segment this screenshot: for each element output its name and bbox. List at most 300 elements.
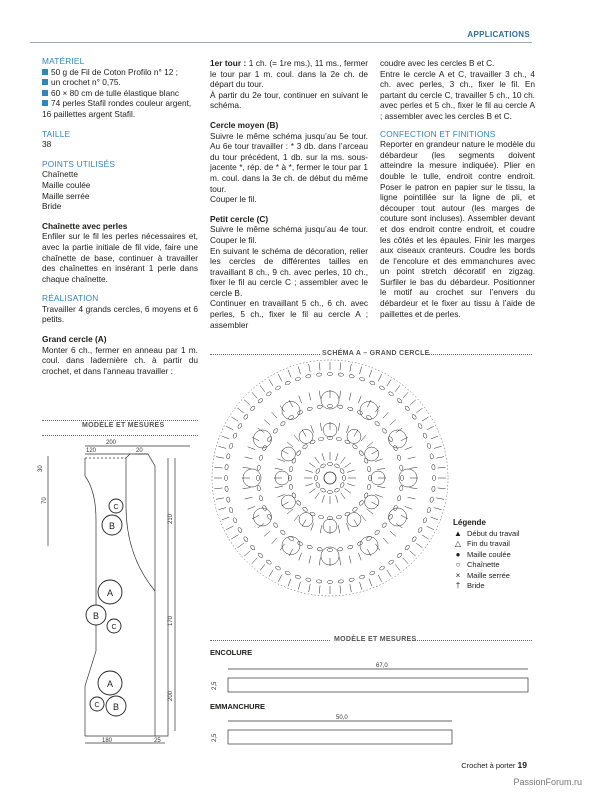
schema-stitch [309, 364, 310, 372]
schema-stitch [218, 508, 226, 510]
schema-stitch [307, 407, 313, 412]
bottom-diagram-title: MODÈLE ET MESURES [334, 636, 417, 643]
schema-stitch [222, 517, 229, 520]
schema-stitch [340, 362, 341, 370]
schema-stitch [248, 447, 255, 450]
schema-stitch [250, 545, 256, 551]
schema-stitch [229, 443, 234, 449]
schema-stitch [319, 391, 320, 399]
schema-stitch [216, 498, 224, 499]
diagram-left-top-line [42, 420, 198, 421]
page-number: 19 [517, 760, 527, 770]
schema-stitch [316, 373, 322, 377]
petit-heading: Petit cercle (C) [210, 213, 269, 224]
dim-label: 30 [38, 465, 44, 472]
schema-stitch [294, 515, 299, 521]
schema-stitch [319, 586, 320, 594]
circle-label: A [106, 679, 114, 689]
column-3 [380, 58, 535, 319]
schema-stitch [361, 515, 366, 521]
circle-label: B [92, 611, 100, 621]
schema-stitch [232, 517, 237, 523]
schema-stitch [281, 447, 295, 461]
chainette-heading: Chaînette avec perles [42, 220, 128, 231]
col3-text-2: Entre le cercle A et C, travailler 3 ch., 4 ch. avec perles, 3 ch., fixer le fil. En partant du cercle C, travailler 5 ch., 10 ch. avec perles et 5 ch., fixer le fil au cercle A ; assembler avec les cercles B et C. [380, 68, 535, 121]
watermark: PassionForum.ru [513, 777, 582, 787]
schema-stitch [275, 486, 283, 487]
schema-stitch [296, 450, 302, 456]
schema-stitch [387, 570, 391, 577]
schema-stitch [436, 498, 444, 499]
schema-stitch [320, 423, 321, 431]
schema-stitch [336, 495, 338, 503]
schema-stitch [367, 442, 373, 447]
schema-stitch [334, 463, 340, 468]
grand-cercle-heading: Grand cercle (A) [42, 334, 107, 345]
legend-item: ○ Chaînette [453, 560, 520, 571]
magazine-name: Crochet à porter [461, 761, 516, 770]
schema-stitch [222, 436, 229, 439]
schema-stitch [252, 515, 259, 519]
schema-stitch [264, 420, 270, 425]
schema-stitch [341, 493, 346, 499]
schema-stitch [347, 429, 361, 443]
schema-stitch [214, 467, 222, 468]
schema-stitch [367, 549, 371, 556]
moyen-text: Suivre le même schéma jusqu’au 5e tour. Au 6e tour travailler : * 3 db. dans l’arceau du tour précédent, 1 db. sur la ms. sous-jacente *, rép. de * à *, fermer le tour par 1 m. coul. dans la 3e ch. de début du même tour. [210, 130, 368, 194]
confection-text: Reporter en grandeur nature le modèle du débardeur (les segments doivent atteindre la mesure indiquée). Plier en double le tulle, endroit contre endroit. Poser le patron en papier sur le tissu, la ligne pointillée sur la ligne de pli, et découper tout autour (les marges de couture sont incluses). Assembler devant et dos endroit contre endroit, et coudre les côtés et les épaules. Finir les marges aux ciseaux cranteurs. Coudre les bords de l’encolure et des emmanchures avec un point stretch décoratif en zigzag. Surfiler le bas du débardeur. Positionner le motif au crochet sur l’envers du débardeur et le fixer au tissu à l’aide de paillettes et de perles. [380, 139, 535, 319]
schema-stitch [289, 549, 293, 556]
schema-stitch [318, 515, 324, 519]
point-item: Bride [42, 201, 62, 212]
schema-stitch [252, 392, 257, 398]
schema-stitch [269, 570, 273, 577]
slip-stitch-icon: ● [455, 549, 461, 559]
circle-label: C [111, 624, 117, 631]
schema-stitch [226, 497, 230, 503]
schema-title: SCHÉMA A – GRAND CERCLE [322, 350, 430, 357]
bullet-square-icon [42, 100, 48, 106]
schema-stitch [315, 468, 320, 474]
schema-stitch [327, 580, 332, 583]
schema-stitch [224, 475, 227, 480]
schema-stitch [226, 526, 233, 530]
schema-stitch [315, 493, 320, 499]
schema-stitch [397, 495, 402, 501]
schema-stitch [327, 404, 332, 407]
point-item: Chaînette [42, 169, 78, 180]
schema-stitch [289, 484, 293, 490]
schema-stitch [358, 450, 364, 456]
legend-item: × Maille serrée [453, 571, 520, 582]
schema-stitch [257, 552, 263, 558]
pattern-diagram [30, 436, 200, 756]
schema-stitch [257, 485, 261, 491]
schema-stitch [273, 428, 279, 434]
schema-stitch [327, 548, 332, 551]
schema-stitch [214, 488, 222, 489]
dim-label: 25 [154, 738, 161, 744]
circle-label: C [113, 504, 119, 511]
schema-stitch [341, 457, 346, 463]
schema-stitch [225, 486, 229, 492]
schema-stitch [306, 374, 312, 378]
schema-stitch [336, 437, 342, 441]
schema-stitch [231, 535, 238, 539]
bullet-square-icon [42, 90, 48, 96]
page-footer [461, 760, 527, 770]
schema-stitch [374, 530, 380, 536]
schema-stitch [305, 470, 313, 472]
schema-stitch [287, 442, 293, 447]
schema-stitch [399, 485, 403, 491]
schema-stitch [275, 385, 281, 390]
moyen-heading: Cercle moyen (B) [210, 119, 279, 130]
schema-stitch [397, 398, 403, 404]
schema-stitch [427, 426, 434, 430]
schema-stitch [266, 559, 272, 565]
grand-cercle-text: Monter 6 ch., fermer en anneau par 1 m. coul. dans ladernière ch. à partir du crochet, et dans l’anneau travailler : [42, 344, 198, 376]
circle-label: A [106, 588, 114, 598]
schema-stitch [273, 522, 279, 528]
tour-text: 1er tour : 1 ch. (= 1re ms.), 11 ms., fermer le tour par 1 m. coul. dans la 2e ch. de départ du tour. [210, 58, 368, 90]
legend-item: † Bride [453, 581, 520, 592]
schema-stitch [302, 506, 308, 512]
schema-stitch [349, 578, 355, 582]
circle-label: C [94, 702, 100, 709]
schema-stitch [225, 464, 229, 470]
schema-stitch [243, 488, 251, 489]
schema-stitch [410, 400, 416, 405]
schema-stitch [431, 436, 438, 439]
schema-stitch [287, 509, 293, 514]
schema-stitch [256, 475, 259, 480]
point-item: Maille coulée [42, 179, 91, 190]
dim-label: 120 [86, 448, 97, 454]
moyen-text-2: Couper le fil. [210, 194, 257, 205]
emmanchure-label: EMMANCHURE [210, 702, 265, 711]
schema-stitch [349, 374, 355, 378]
legend-title: Légende [453, 518, 486, 527]
schema-stitch [260, 385, 265, 391]
schema-stitch [374, 421, 380, 427]
schema-stitch [340, 557, 341, 565]
schema-stitch [390, 531, 396, 536]
schema-stitch [337, 547, 343, 551]
schema-stitch [288, 370, 291, 377]
schema-stitch [436, 457, 444, 458]
confection-heading: CONFECTION ET FINITIONS [380, 128, 496, 139]
schema-stitch [367, 466, 371, 472]
schema-stitch [245, 497, 253, 499]
schema-stitch [309, 489, 315, 494]
schema-stitch [252, 558, 257, 564]
schema-stitch [295, 377, 301, 382]
schema-stitch [275, 565, 281, 570]
column-1 [42, 56, 198, 376]
schema-stitch [226, 426, 233, 430]
schema-stitch [369, 570, 375, 575]
schema-stitch [320, 463, 326, 468]
dim-label: 200 [106, 440, 117, 446]
dim-label: 70 [42, 497, 48, 504]
schema-stitch [408, 497, 416, 499]
schema-stitch [237, 527, 242, 533]
schema-stitch [405, 447, 412, 450]
schema-stitch [280, 421, 286, 427]
schema-stitch [438, 467, 446, 468]
schema-stitch [259, 455, 264, 461]
schema-stitch [430, 497, 434, 503]
schema-stitch [216, 457, 224, 458]
schema-stitch [427, 507, 432, 513]
schema-stitch [307, 545, 313, 550]
schema-stitch [305, 484, 313, 486]
schema-stitch [229, 507, 234, 513]
schema-stitch [369, 380, 375, 385]
tour-text-2: À partir du 2e tour, continuer en suivant le schéma. [210, 89, 368, 111]
schema-stitch [397, 455, 402, 461]
schema-stitch [257, 465, 261, 471]
taille-heading: TAILLE [42, 128, 71, 139]
schema-stitch [259, 495, 264, 501]
schema-stitch [269, 379, 273, 386]
crochet-schema-diagram [210, 358, 450, 598]
schema-stitch [432, 486, 436, 492]
strip-width: 2,5 [212, 733, 218, 742]
schema-stitch [434, 446, 442, 448]
schema-stitch [416, 543, 422, 548]
schema-stitch [430, 454, 434, 460]
schema-stitch [309, 393, 311, 401]
point-item: Maille serrée [42, 190, 90, 201]
schema-stitch [338, 423, 339, 431]
schema-stitch [358, 396, 361, 403]
start-arrow-icon: ▲ [454, 528, 462, 538]
schema-stitch [379, 565, 385, 570]
schema-stitch [409, 488, 417, 489]
schema-stitch [350, 584, 351, 592]
schema-stitch [358, 500, 364, 506]
schema-stitch [395, 564, 400, 570]
schema-stitch [289, 466, 293, 472]
end-arrow-icon: △ [454, 539, 462, 548]
schema-stitch [347, 545, 353, 550]
schema-stitch [316, 580, 322, 584]
legend-item: △ Fin du travail [454, 539, 510, 548]
circle-label: B [112, 702, 120, 712]
schema-stitch [322, 453, 324, 461]
encolure-label: ENCOLURE [210, 648, 253, 657]
legend-item: ● Maille coulée [453, 550, 520, 561]
schema-stitch [382, 522, 388, 528]
schema-stitch [347, 470, 355, 472]
schema-stitch [278, 374, 282, 381]
schema-stitch [367, 400, 371, 407]
schema-stitch [340, 391, 341, 399]
schema-stitch [378, 575, 382, 582]
schema-stitch [432, 475, 435, 480]
materiel-heading: MATÉRIEL [42, 56, 85, 66]
schema-stitch [388, 391, 394, 397]
schema-stitch [404, 405, 410, 411]
schema-stitch [404, 545, 410, 551]
petit-text: Suivre le même schéma jusqu’au 4e tour. Couper le fil. [210, 224, 368, 245]
schema-stitch [264, 531, 270, 536]
schema-stitch [237, 423, 242, 429]
materiel-item: 60 × 80 cm de tulle élastique blanc [42, 88, 198, 99]
schema-stitch [405, 506, 412, 509]
schema-stitch [367, 484, 371, 490]
schema-stitch [438, 488, 446, 489]
schema-stitch [352, 506, 358, 512]
dim-label: 20 [136, 448, 143, 454]
schema-stitch [338, 373, 344, 377]
schema-stitch [401, 437, 408, 441]
schema-stitch [317, 405, 323, 409]
schema-stitch [369, 579, 372, 586]
schema-stitch [367, 509, 373, 514]
schema-stitch [322, 495, 324, 503]
schema-stitch [298, 366, 300, 374]
petit-text-3: Continuer en travaillant 5 ch., 6 ch. avec perles, 5 ch., fixer le fil au cercle A ; assembler [210, 298, 368, 330]
chain-icon: ○ [455, 560, 461, 569]
schema-stitch [383, 412, 388, 418]
schema-stitch [431, 517, 438, 520]
schema-stitch [324, 472, 336, 484]
bottom-diagram-line [210, 640, 330, 641]
schema-stitch [377, 486, 385, 487]
schema-stitch [342, 475, 345, 480]
schema-stitch [338, 525, 339, 533]
schema-stitch [338, 580, 344, 584]
emmanchure-length: 50,0 [336, 715, 348, 721]
schema-stitch [285, 570, 291, 575]
dim-label: 170 [168, 615, 174, 626]
schema-stitch [309, 463, 315, 468]
schema-stitch [387, 379, 391, 386]
dim-label: 180 [102, 738, 113, 744]
schema-stitch [250, 405, 256, 411]
bullet-square-icon [42, 69, 48, 75]
schema-stitch [411, 536, 417, 542]
schema-stitch [218, 446, 226, 448]
schema-stitch [397, 552, 403, 558]
schema-stitch [352, 444, 358, 450]
schema-stitch [345, 489, 351, 494]
schema-stitch [327, 490, 332, 493]
schema-stitch [359, 377, 365, 382]
schema-stitch [422, 417, 429, 421]
points-heading: POINTS UTILISÉS [42, 158, 116, 169]
schema-stitch [395, 385, 400, 391]
schema-stitch [400, 475, 403, 480]
strip-width: 2,5 [212, 681, 218, 690]
schema-stitch [309, 556, 311, 564]
schema-stitch [339, 482, 344, 488]
materiel-tail: 16 paillettes argent Stafil. [42, 108, 136, 119]
schema-top-line [210, 354, 320, 355]
schema-stitch [299, 396, 302, 403]
header-divider [30, 42, 532, 43]
col3-text-1: coudre avec les cercles B et C. [380, 58, 495, 68]
schema-stitch [299, 553, 302, 560]
circle-label: B [108, 521, 116, 531]
schema-stitch [231, 417, 238, 421]
bottom-diagram-line-right [412, 640, 532, 641]
schema-stitch [369, 370, 372, 377]
schema-stitch [245, 457, 253, 459]
schema-stitch [243, 536, 249, 542]
realisation-heading: RÉALISATION [42, 293, 99, 304]
schema-stitch [408, 457, 416, 459]
schema-stitch [272, 538, 277, 544]
schema-stitch [317, 547, 323, 551]
single-crochet-icon: × [455, 570, 461, 580]
schema-stitch [327, 462, 332, 465]
schema-stitch [314, 475, 317, 480]
schema-stitch [422, 535, 429, 539]
schema-stitch [309, 584, 310, 592]
schema-stitch [315, 482, 320, 488]
schema-stitch [403, 558, 408, 564]
schema-stitch [285, 380, 291, 385]
schema-stitch [409, 467, 417, 468]
column-2 [210, 58, 368, 330]
schema-stitch [336, 453, 338, 461]
schema-stitch [319, 362, 320, 370]
schema-stitch [336, 515, 342, 519]
schema-stitch [360, 366, 362, 374]
schema-stitch [318, 437, 324, 441]
schema-stitch [244, 551, 250, 556]
schema-stitch [315, 457, 320, 463]
schema-stitch [416, 408, 422, 413]
schema-stitch [422, 433, 427, 439]
schema-top-line-right [428, 354, 532, 355]
schema-stitch [257, 398, 263, 404]
schema-stitch [401, 515, 408, 519]
dim-label: 210 [168, 513, 174, 524]
schema-stitch [280, 530, 286, 536]
materiel-item: un crochet n° 0,75. [42, 77, 198, 88]
bullet-square-icon [42, 79, 48, 85]
schema-stitch [299, 429, 313, 443]
dim-label: 200 [168, 690, 174, 701]
schema-stitch [302, 444, 308, 450]
schema-stitch [388, 559, 394, 565]
chainette-text: Enfiler sur le fil les perles nécessaires et, avec la partie initiale de fil vide, faire une chaînette de base, continuer à travailler des chaînettes en insérant 1 perle dans chaque chaînette. [42, 231, 198, 284]
schema-stitch [358, 553, 361, 560]
schema-stitch [382, 428, 388, 434]
schema-stitch [377, 468, 385, 469]
schema-stitch [319, 557, 320, 565]
schema-stitch [340, 586, 341, 594]
schema-stitch [411, 414, 417, 420]
schema-stitch [237, 408, 243, 413]
schema-stitch [288, 579, 291, 586]
schema-stitch [237, 543, 243, 548]
schema-stitch [347, 484, 355, 486]
double-crochet-icon: † [455, 581, 461, 590]
schema-stitch [339, 468, 344, 474]
schema-stitch [390, 420, 396, 425]
emmanchure-strip [208, 712, 534, 748]
materiel-item: 74 perles Stafil rondes couleur argent, [42, 98, 198, 109]
schema-stitch [252, 437, 259, 441]
schema-stitch [298, 582, 300, 590]
schema-stitch [294, 435, 299, 441]
